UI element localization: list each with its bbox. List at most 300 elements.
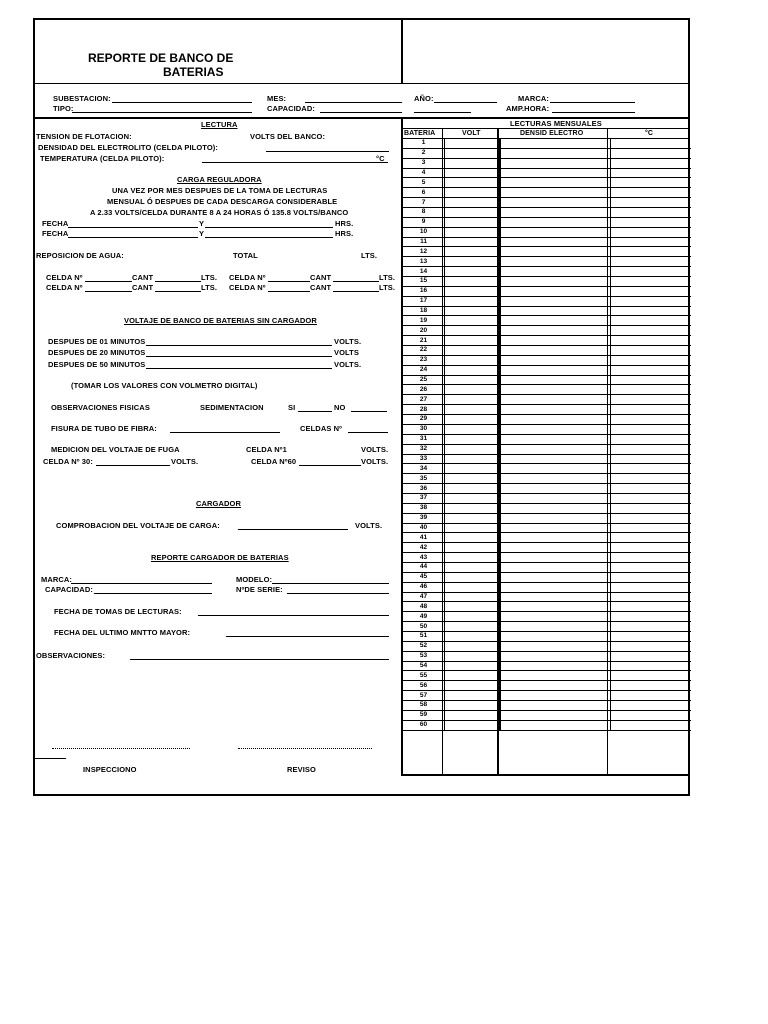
header-divider	[401, 18, 403, 84]
y-label-2: Y	[199, 229, 205, 238]
mes-label: MES:	[267, 94, 287, 103]
temp-cell[interactable]	[611, 661, 692, 671]
densidad-cell[interactable]	[500, 316, 611, 326]
volt-cell[interactable]	[445, 158, 501, 168]
celda1-label: CELDA Nº1	[246, 445, 287, 454]
densidad-cell[interactable]	[500, 484, 611, 494]
volt-cell[interactable]	[445, 148, 501, 158]
capacidad-label: CAPACIDAD:	[267, 104, 315, 113]
reading-row	[403, 168, 691, 178]
densidad-cell[interactable]	[500, 444, 611, 454]
volt-cell[interactable]	[445, 168, 501, 178]
reading-row	[403, 543, 691, 553]
volt-cell[interactable]	[445, 208, 501, 218]
cant-field-b2[interactable]	[333, 291, 379, 292]
densidad-cell[interactable]	[500, 424, 611, 434]
densidad-cell[interactable]	[500, 720, 611, 730]
col-volt-header: VOLT	[462, 130, 481, 137]
volt-cell[interactable]	[445, 365, 501, 375]
hrs-label-2: HRS.	[335, 229, 354, 238]
celda30-field[interactable]	[96, 465, 170, 466]
densidad-cell[interactable]	[500, 641, 611, 651]
col-temp-header: °C	[645, 130, 654, 137]
y-field-1[interactable]	[205, 227, 333, 228]
densidad-cell[interactable]	[500, 296, 611, 306]
volt-cell[interactable]	[445, 464, 501, 474]
volt-cell[interactable]	[445, 493, 501, 503]
celdas-label: CELDAS Nº	[300, 424, 342, 433]
y-field-2[interactable]	[205, 237, 333, 238]
report-title-line1: REPORTE DE BANCO DE	[88, 51, 234, 65]
reading-row-number: 56	[403, 681, 445, 691]
reading-row-number: 2	[403, 148, 445, 158]
reviso-signature-line[interactable]	[238, 748, 372, 749]
temp-cell[interactable]	[611, 513, 692, 523]
reading-row-number: 35	[403, 474, 445, 484]
temp-cell[interactable]	[611, 464, 692, 474]
reading-row	[403, 681, 691, 691]
despues-20-field[interactable]	[146, 356, 332, 357]
densidad-cell[interactable]	[500, 523, 611, 533]
temp-cell[interactable]	[611, 168, 692, 178]
temp-cell[interactable]	[611, 139, 692, 148]
temp-cell[interactable]	[611, 267, 692, 277]
temp-cell[interactable]	[611, 562, 692, 572]
celda60-field[interactable]	[299, 465, 361, 466]
densidad-cell[interactable]	[500, 454, 611, 464]
temp-cell[interactable]	[611, 257, 692, 267]
volt-cell[interactable]	[445, 434, 501, 444]
volt-cell[interactable]	[445, 326, 501, 336]
volt-cell[interactable]	[445, 306, 501, 316]
lower-line	[401, 774, 690, 776]
subestacion-field[interactable]	[112, 102, 252, 103]
temp-cell[interactable]	[611, 631, 692, 641]
volt-cell[interactable]	[445, 582, 501, 592]
temp-cell[interactable]	[611, 622, 692, 632]
volt-cell[interactable]	[445, 523, 501, 533]
temp-cell[interactable]	[611, 612, 692, 622]
densidad-cell[interactable]	[500, 286, 611, 296]
reading-row-number: 12	[403, 247, 445, 257]
densidad-cell[interactable]	[500, 661, 611, 671]
temp-cell[interactable]	[611, 188, 692, 198]
despues-01-field[interactable]	[146, 345, 332, 346]
densidad-cell[interactable]	[500, 533, 611, 543]
volt-cell[interactable]	[445, 533, 501, 543]
reading-row	[403, 434, 691, 444]
reading-row	[403, 424, 691, 434]
reading-row-number: 5	[403, 178, 445, 188]
volt-cell[interactable]	[445, 474, 501, 484]
volt-cell[interactable]	[445, 188, 501, 198]
densidad-cell[interactable]	[500, 277, 611, 287]
densidad-field[interactable]	[266, 151, 389, 152]
volt-cell[interactable]	[445, 602, 501, 612]
reading-row	[403, 355, 691, 365]
densidad-cell[interactable]	[500, 592, 611, 602]
temp-cell[interactable]	[611, 415, 692, 425]
densidad-label: DENSIDAD DEL ELECTROLITO (CELDA PILOTO):	[38, 143, 218, 152]
densidad-cell[interactable]	[500, 631, 611, 641]
temp-cell[interactable]	[611, 493, 692, 503]
volt-cell[interactable]	[445, 346, 501, 356]
header-bottom-line	[33, 83, 690, 84]
reading-row	[403, 316, 691, 326]
temp-cell[interactable]	[611, 691, 692, 701]
volt-cell[interactable]	[445, 622, 501, 632]
densidad-cell[interactable]	[500, 691, 611, 701]
volt-cell[interactable]	[445, 691, 501, 701]
densidad-cell[interactable]	[500, 622, 611, 632]
densidad-cell[interactable]	[500, 474, 611, 484]
fecha-tomas-field[interactable]	[198, 615, 389, 616]
volt-cell[interactable]	[445, 572, 501, 582]
densidad-cell[interactable]	[500, 158, 611, 168]
temp-cell[interactable]	[611, 148, 692, 158]
cargador-modelo-field[interactable]	[272, 583, 389, 584]
volt-cell[interactable]	[445, 592, 501, 602]
densidad-cell[interactable]	[500, 257, 611, 267]
temp-cell[interactable]	[611, 503, 692, 513]
reading-row	[403, 188, 691, 198]
temp-cell[interactable]	[611, 523, 692, 533]
no-field[interactable]	[351, 411, 387, 412]
temp-cell[interactable]	[611, 178, 692, 188]
temp-cell[interactable]	[611, 484, 692, 494]
volt-cell[interactable]	[445, 710, 501, 720]
temp-cell[interactable]	[611, 277, 692, 287]
despues-50-field[interactable]	[146, 368, 332, 369]
medicion-label: MEDICION DEL VOLTAJE DE FUGA	[51, 445, 180, 454]
densidad-cell[interactable]	[500, 365, 611, 375]
densidad-cell[interactable]	[500, 681, 611, 691]
reading-row	[403, 198, 691, 208]
densidad-cell[interactable]	[500, 700, 611, 710]
densidad-cell[interactable]	[500, 543, 611, 553]
voltaje-heading: VOLTAJE DE BANCO DE BATERIAS SIN CARGADOR	[124, 316, 317, 325]
fecha-field-1[interactable]	[68, 227, 198, 228]
densidad-cell[interactable]	[500, 346, 611, 356]
capacidad-field[interactable]	[320, 112, 402, 113]
reading-row	[403, 365, 691, 375]
volt-cell[interactable]	[445, 503, 501, 513]
densidad-cell[interactable]	[500, 562, 611, 572]
volt-cell[interactable]	[445, 543, 501, 553]
col-sep-2	[497, 128, 499, 774]
celda-field-a1[interactable]	[85, 281, 132, 282]
densidad-cell[interactable]	[500, 434, 611, 444]
temp-cell[interactable]	[611, 346, 692, 356]
cargador-modelo-label: MODELO:	[236, 575, 273, 584]
deg-c-label: °C	[376, 154, 385, 163]
reading-row-number: 45	[403, 572, 445, 582]
col-sep-1	[442, 128, 443, 774]
reading-row-number: 6	[403, 188, 445, 198]
densidad-cell[interactable]	[500, 267, 611, 277]
mes-field[interactable]	[305, 102, 402, 103]
densidad-cell[interactable]	[500, 148, 611, 158]
temp-cell[interactable]	[611, 306, 692, 316]
temp-cell[interactable]	[611, 602, 692, 612]
reading-row	[403, 691, 691, 701]
temp-cell[interactable]	[611, 296, 692, 306]
volt-cell[interactable]	[445, 641, 501, 651]
temp-cell[interactable]	[611, 592, 692, 602]
volt-cell[interactable]	[445, 217, 501, 227]
volt-cell[interactable]	[445, 247, 501, 257]
inspecciono-label: INSPECCIONO	[83, 765, 137, 774]
volt-cell[interactable]	[445, 661, 501, 671]
densidad-cell[interactable]	[500, 553, 611, 563]
reading-row-number: 49	[403, 612, 445, 622]
volt-cell[interactable]	[445, 178, 501, 188]
densidad-cell[interactable]	[500, 237, 611, 247]
volt-cell[interactable]	[445, 277, 501, 287]
temperatura-field[interactable]	[202, 162, 388, 163]
temp-cell[interactable]	[611, 286, 692, 296]
report-title-line2: BATERIAS	[163, 65, 224, 79]
volt-cell[interactable]	[445, 553, 501, 563]
temp-cell[interactable]	[611, 553, 692, 563]
volt-cell[interactable]	[445, 405, 501, 415]
volt-cell[interactable]	[445, 720, 501, 730]
densidad-cell[interactable]	[500, 168, 611, 178]
celda-field-b1[interactable]	[268, 281, 310, 282]
reading-row-number: 55	[403, 671, 445, 681]
volt-cell[interactable]	[445, 355, 501, 365]
volt-cell[interactable]	[445, 395, 501, 405]
densidad-cell[interactable]	[500, 710, 611, 720]
volt-cell[interactable]	[445, 671, 501, 681]
temp-cell[interactable]	[611, 700, 692, 710]
densidad-cell[interactable]	[500, 178, 611, 188]
reading-row-number: 26	[403, 385, 445, 395]
reading-row-number: 20	[403, 326, 445, 336]
cant-field-b1[interactable]	[333, 281, 379, 282]
reading-row	[403, 208, 691, 218]
temp-cell[interactable]	[611, 385, 692, 395]
densidad-cell[interactable]	[500, 385, 611, 395]
reading-row-number: 34	[403, 464, 445, 474]
densidad-cell[interactable]	[500, 139, 611, 148]
reading-row	[403, 385, 691, 395]
temp-cell[interactable]	[611, 424, 692, 434]
temp-cell[interactable]	[611, 681, 692, 691]
tipo-field[interactable]	[72, 112, 252, 113]
col-bateria-header: BATERIA	[404, 130, 436, 137]
si-field[interactable]	[298, 411, 332, 412]
inspecciono-signature-line[interactable]	[52, 748, 190, 749]
voltmeter-note: (TOMAR LOS VALORES CON VOLMETRO DIGITAL)	[71, 381, 258, 390]
reading-row	[403, 631, 691, 641]
densidad-cell[interactable]	[500, 582, 611, 592]
temp-cell[interactable]	[611, 316, 692, 326]
temp-cell[interactable]	[611, 572, 692, 582]
reading-row-number: 19	[403, 316, 445, 326]
celda-field-b2[interactable]	[268, 291, 310, 292]
despues-50-volts: VOLTS.	[334, 360, 362, 369]
celdas-field[interactable]	[348, 432, 388, 433]
densidad-cell[interactable]	[500, 651, 611, 661]
volt-cell[interactable]	[445, 484, 501, 494]
lts-label-b1: LTS.	[379, 273, 396, 282]
reading-row	[403, 267, 691, 277]
densidad-cell[interactable]	[500, 602, 611, 612]
temp-cell[interactable]	[611, 375, 692, 385]
reading-row	[403, 641, 691, 651]
reading-row	[403, 612, 691, 622]
temp-cell[interactable]	[611, 365, 692, 375]
temp-cell[interactable]	[611, 710, 692, 720]
densidad-cell[interactable]	[500, 493, 611, 503]
volt-cell[interactable]	[445, 227, 501, 237]
reading-row	[403, 671, 691, 681]
densidad-cell[interactable]	[500, 671, 611, 681]
volt-cell[interactable]	[445, 562, 501, 572]
reading-row	[403, 336, 691, 346]
temperatura-label: TEMPERATURA (CELDA PILOTO):	[40, 154, 165, 163]
celda-field-a2[interactable]	[85, 291, 132, 292]
temp-cell[interactable]	[611, 336, 692, 346]
densidad-cell[interactable]	[500, 247, 611, 257]
volt-cell[interactable]	[445, 424, 501, 434]
reading-row	[403, 503, 691, 513]
fecha-mntto-field[interactable]	[226, 636, 389, 637]
marca-field[interactable]	[550, 102, 635, 103]
temp-cell[interactable]	[611, 543, 692, 553]
volt-cell[interactable]	[445, 681, 501, 691]
volt-cell[interactable]	[445, 631, 501, 641]
reading-row	[403, 395, 691, 405]
cant-field-a2[interactable]	[155, 291, 201, 292]
densidad-cell[interactable]	[500, 405, 611, 415]
fisura-field[interactable]	[170, 432, 280, 433]
reposicion-label: REPOSICION DE AGUA:	[36, 251, 124, 260]
fecha-label-1: FECHA	[42, 219, 69, 228]
temp-cell[interactable]	[611, 227, 692, 237]
densidad-cell[interactable]	[500, 395, 611, 405]
volt-cell[interactable]	[445, 336, 501, 346]
temp-cell[interactable]	[611, 405, 692, 415]
cargador-marca-field[interactable]	[71, 583, 212, 584]
temp-cell[interactable]	[611, 454, 692, 464]
densidad-cell[interactable]	[500, 612, 611, 622]
temp-cell[interactable]	[611, 434, 692, 444]
carga-heading: CARGA REGULADORA	[177, 175, 262, 184]
temp-cell[interactable]	[611, 444, 692, 454]
amp-hora-field[interactable]	[552, 112, 635, 113]
fecha-field-2[interactable]	[68, 237, 198, 238]
volt-cell[interactable]	[445, 316, 501, 326]
densidad-cell[interactable]	[500, 326, 611, 336]
reading-row-number: 57	[403, 691, 445, 701]
temp-cell[interactable]	[611, 720, 692, 730]
cargador-serie-field[interactable]	[287, 593, 389, 594]
temp-cell[interactable]	[611, 533, 692, 543]
temp-cell[interactable]	[611, 247, 692, 257]
volt-cell[interactable]	[445, 286, 501, 296]
reading-row-number: 21	[403, 336, 445, 346]
volt-cell[interactable]	[445, 237, 501, 247]
reading-row	[403, 533, 691, 543]
temp-cell[interactable]	[611, 651, 692, 661]
volt-cell[interactable]	[445, 513, 501, 523]
hrs-label-1: HRS.	[335, 219, 354, 228]
reading-row-number: 42	[403, 543, 445, 553]
reading-row	[403, 326, 691, 336]
volt-cell[interactable]	[445, 385, 501, 395]
densidad-cell[interactable]	[500, 513, 611, 523]
densidad-cell[interactable]	[500, 464, 611, 474]
reading-row-number: 29	[403, 415, 445, 425]
temp-cell[interactable]	[611, 237, 692, 247]
temp-cell[interactable]	[611, 474, 692, 484]
densidad-cell[interactable]	[500, 572, 611, 582]
lecturas-heading: LECTURAS MENSUALES	[510, 119, 602, 128]
volt-cell[interactable]	[445, 198, 501, 208]
volt-cell[interactable]	[445, 444, 501, 454]
densidad-cell[interactable]	[500, 217, 611, 227]
reading-row-number: 15	[403, 277, 445, 287]
cant-field-a1[interactable]	[155, 281, 201, 282]
comprobacion-field[interactable]	[238, 529, 348, 530]
sedimentacion-label: SEDIMENTACION	[200, 403, 264, 412]
observaciones-field[interactable]	[130, 659, 389, 660]
densidad-cell[interactable]	[500, 188, 611, 198]
densidad-cell[interactable]	[500, 375, 611, 385]
volt-cell[interactable]	[445, 375, 501, 385]
densidad-cell[interactable]	[500, 227, 611, 237]
temp-cell[interactable]	[611, 158, 692, 168]
anio-field[interactable]	[434, 102, 497, 103]
densidad-cell[interactable]	[500, 306, 611, 316]
volt-cell[interactable]	[445, 454, 501, 464]
volt-cell[interactable]	[445, 257, 501, 267]
temp-cell[interactable]	[611, 355, 692, 365]
temp-cell[interactable]	[611, 582, 692, 592]
densidad-cell[interactable]	[500, 503, 611, 513]
volt-cell[interactable]	[445, 415, 501, 425]
temp-cell[interactable]	[611, 395, 692, 405]
temp-cell[interactable]	[611, 326, 692, 336]
temp-cell[interactable]	[611, 198, 692, 208]
cargador-capacidad-field[interactable]	[94, 593, 212, 594]
volt-cell[interactable]	[445, 700, 501, 710]
densidad-cell[interactable]	[500, 198, 611, 208]
volt-cell[interactable]	[445, 651, 501, 661]
lecturas-table	[403, 139, 691, 731]
densidad-cell[interactable]	[500, 336, 611, 346]
densidad-cell[interactable]	[500, 415, 611, 425]
temp-cell[interactable]	[611, 217, 692, 227]
volt-cell[interactable]	[445, 139, 501, 148]
carga-line3: A 2.33 VOLTS/CELDA DURANTE 8 A 24 HORAS Ó 135.8 VOLTS/BANCO	[90, 208, 349, 217]
fecha-label-2: FECHA	[42, 229, 69, 238]
reading-row-number: 51	[403, 631, 445, 641]
volt-cell[interactable]	[445, 267, 501, 277]
temp-cell[interactable]	[611, 641, 692, 651]
reading-row	[403, 493, 691, 503]
densidad-cell[interactable]	[500, 208, 611, 218]
densidad-cell[interactable]	[500, 355, 611, 365]
fisura-label: FISURA DE TUBO DE FIBRA:	[51, 424, 157, 433]
volt-cell[interactable]	[445, 612, 501, 622]
temp-cell[interactable]	[611, 208, 692, 218]
anio-field-2[interactable]	[414, 112, 471, 113]
volt-cell[interactable]	[445, 296, 501, 306]
temp-cell[interactable]	[611, 671, 692, 681]
